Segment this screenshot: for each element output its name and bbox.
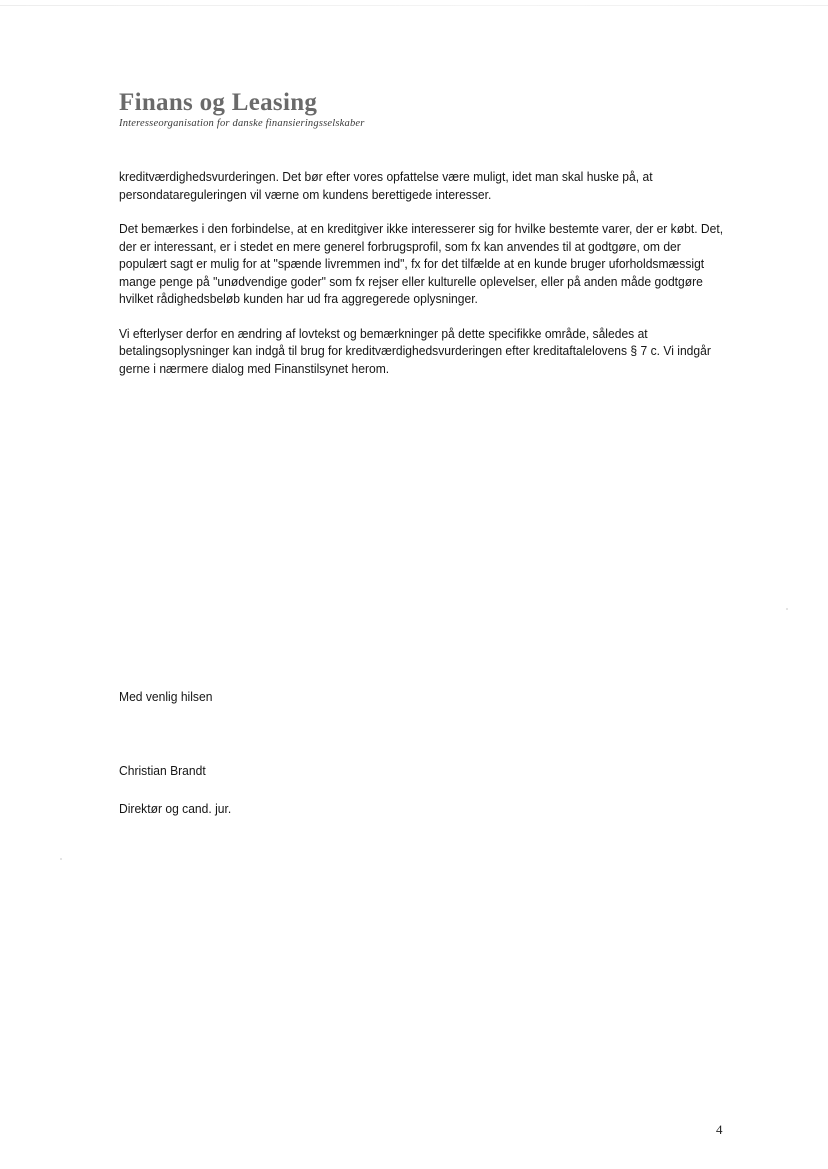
scan-edge (0, 5, 828, 6)
signatory-name: Christian Brandt (119, 763, 206, 778)
letterhead (119, 88, 365, 130)
paragraph: Det bemærkes i den forbindelse, at en kreditgiver ikke interesserer sig for hvilke bestemte varer, der er købt. Det, der er interessant, er i stedet en mere generel forbrugsprofil, som fx kan anvendes til at godtgøre, om der populært sagt er mulig for at "spænde livremmen ind", fx for det tilfælde at en kunde bruger uforholdsmæssigt mange penge på "unødvendige goder" som fx rejser eller kulturelle oplevelser, eller på anden måde godtgøre hvilket rådighedsbeløb kunden har ud fra aggregerede oplysninger. (119, 221, 724, 306)
closing-greeting: Med venlig hilsen (119, 689, 213, 704)
page-number: 4 (716, 1122, 723, 1137)
paragraph: Vi efterlyser derfor en ændring af lovtekst og bemærkninger på dette specifikke område, således at betalingsoplysninger kan indgå til brug for kreditværdighedsvurderingen efter kreditaftalelovens § 7 c. Vi indgår gerne i nærmere dialog med Finanstilsynet herom. (119, 325, 711, 376)
scan-speck (786, 608, 788, 610)
organization-tagline: Interesseorganisation for danske finansieringsselskaber (119, 118, 365, 129)
organization-name: Finans og Leasing (119, 89, 318, 116)
scan-speck (60, 858, 62, 860)
letter-body (119, 168, 724, 394)
signatory-title: Direktør og cand. jur. (119, 801, 232, 816)
paragraph: kreditværdighedsvurderingen. Det bør efter vores opfattelse være muligt, idet man skal huske på, at persondatareguleringen vil værne om kundens berettigede interesser. (119, 169, 653, 202)
